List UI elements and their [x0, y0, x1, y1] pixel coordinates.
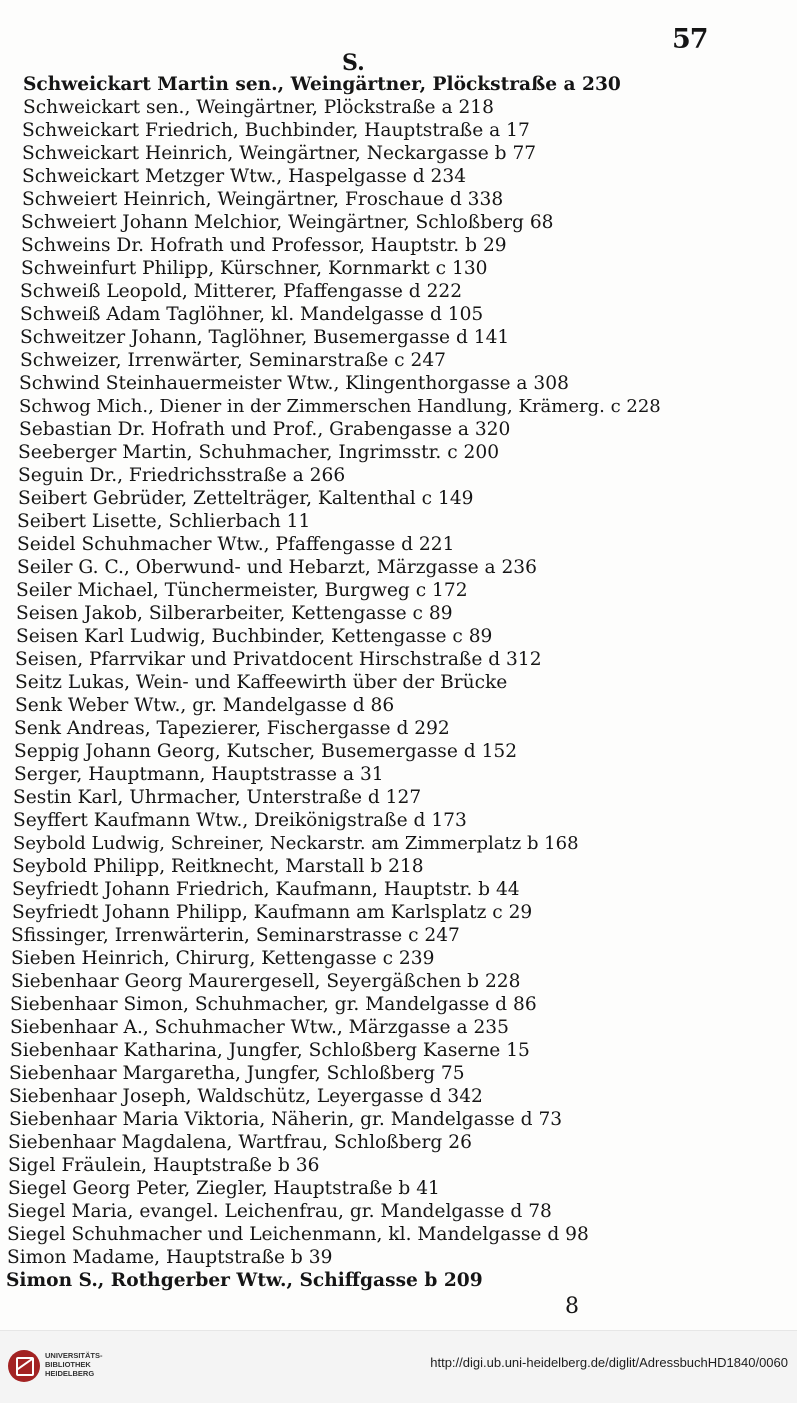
directory-entry: Schweitzer Johann, Taglöhner, Busemergasse d 141: [20, 327, 510, 348]
directory-entry: Seisen, Pfarrvikar und Privatdocent Hirschstraße d 312: [15, 649, 542, 670]
directory-entry: Schweins Dr. Hofrath und Professor, Hauptstr. b 29: [21, 235, 507, 256]
directory-entry: Siebenhaar Georg Maurergesell, Seyergäßchen b 228: [11, 971, 521, 992]
directory-entry: Schweiß Leopold, Mitterer, Pfaffengasse d 222: [20, 281, 463, 302]
logo-line-1: UNIVERSITÄTS-: [45, 1351, 103, 1360]
directory-entry: Schweiß Adam Taglöhner, kl. Mandelgasse d 105: [20, 304, 484, 325]
directory-entry: Seibert Gebrüder, Zettelträger, Kaltenthal c 149: [18, 488, 474, 509]
page-number: 57: [672, 24, 708, 55]
bottom-page-number: 8: [565, 1294, 579, 1319]
directory-entry: Schwog Mich., Diener in der Zimmerschen Handlung, Krämerg. c 228: [19, 396, 661, 417]
directory-entry: Siegel Georg Peter, Ziegler, Hauptstraße b 41: [8, 1178, 440, 1199]
directory-entry: Siebenhaar Katharina, Jungfer, Schloßberg Kaserne 15: [10, 1040, 530, 1061]
directory-entry: Seguin Dr., Friedrichsstraße a 266: [18, 465, 346, 486]
directory-entry: Seeberger Martin, Schuhmacher, Ingrimsstr. c 200: [18, 442, 500, 463]
directory-entry: Schweiert Heinrich, Weingärtner, Froschaue d 338: [22, 189, 504, 210]
directory-entry: Schweickart Metzger Wtw., Haspelgasse d 234: [22, 166, 467, 187]
directory-entry: Siebenhaar Magdalena, Wartfrau, Schloßberg 26: [8, 1132, 472, 1153]
directory-entry: Schwind Steinhauermeister Wtw., Klingenthorgasse a 308: [19, 373, 569, 394]
directory-entry: Sieben Heinrich, Chirurg, Kettengasse c 239: [11, 948, 435, 969]
logo-line-3: HEIDELBERG: [45, 1369, 95, 1378]
directory-entry: Senk Andreas, Tapezierer, Fischergasse d 292: [14, 718, 450, 739]
directory-entry: Seyffert Kaufmann Wtw., Dreikönigstraße d 173: [13, 810, 467, 831]
directory-entry: Siegel Schuhmacher und Leichenmann, kl. Mandelgasse d 98: [7, 1224, 589, 1245]
directory-entry: Seybold Ludwig, Schreiner, Neckarstr. am Zimmerplatz b 168: [13, 833, 579, 854]
library-logo-icon: [8, 1350, 40, 1382]
directory-entry: Schweizer, Irrenwärter, Seminarstraße c 247: [20, 350, 446, 371]
directory-entry: Seyfriedt Johann Friedrich, Kaufmann, Hauptstr. b 44: [12, 879, 520, 900]
directory-entry: Schweinfurt Philipp, Kürschner, Kornmarkt c 130: [21, 258, 488, 279]
directory-entry: Seiler Michael, Tünchermeister, Burgweg c 172: [16, 580, 468, 601]
footer-bar: [0, 1330, 797, 1403]
directory-entry: Seyfriedt Johann Philipp, Kaufmann am Karlsplatz c 29: [12, 902, 533, 923]
directory-entry: Schweickart Heinrich, Weingärtner, Neckargasse b 77: [22, 143, 537, 164]
directory-entry: Sfissinger, Irrenwärterin, Seminarstrasse c 247: [11, 925, 460, 946]
directory-entry: Schweickart sen., Weingärtner, Plöckstraße a 218: [23, 97, 494, 118]
directory-entry: Siebenhaar Joseph, Waldschütz, Leyergasse d 342: [9, 1086, 483, 1107]
directory-entry: Siebenhaar Maria Viktoria, Näherin, gr. Mandelgasse d 73: [9, 1109, 563, 1130]
source-url-link[interactable]: http://digi.ub.uni-heidelberg.de/diglit/AdressbuchHD1840/0060: [430, 1355, 788, 1370]
directory-entry: Seiler G. C., Oberwund- und Hebarzt, Märzgasse a 236: [17, 557, 537, 578]
directory-entry: Seibert Lisette, Schlierbach 11: [17, 511, 311, 532]
directory-entry: Simon S., Rothgerber Wtw., Schiffgasse b 209: [6, 1270, 483, 1291]
directory-entry: Seybold Philipp, Reitknecht, Marstall b 218: [12, 856, 424, 877]
directory-entry: Senk Weber Wtw., gr. Mandelgasse d 86: [15, 695, 395, 716]
directory-entry: Seisen Karl Ludwig, Buchbinder, Kettengasse c 89: [16, 626, 493, 647]
directory-entry: Siegel Maria, evangel. Leichenfrau, gr. Mandelgasse d 78: [7, 1201, 552, 1222]
directory-entry: Siebenhaar Margaretha, Jungfer, Schloßberg 75: [9, 1063, 465, 1084]
directory-entry: Siebenhaar A., Schuhmacher Wtw., Märzgasse a 235: [10, 1017, 509, 1038]
directory-entry: Schweickart Martin sen., Weingärtner, Plöckstraße a 230: [23, 74, 621, 95]
section-letter: S.: [342, 50, 365, 76]
directory-entry: Serger, Hauptmann, Hauptstrasse a 31: [14, 764, 384, 785]
directory-entry: Simon Madame, Hauptstraße b 39: [7, 1247, 333, 1268]
directory-entry: Seppig Johann Georg, Kutscher, Busemergasse d 152: [14, 741, 518, 762]
directory-entry: Sebastian Dr. Hofrath und Prof., Grabengasse a 320: [19, 419, 511, 440]
directory-entry: Sigel Fräulein, Hauptstraße b 36: [8, 1155, 320, 1176]
logo-line-2: BIBLIOTHEK: [45, 1360, 91, 1369]
library-logo-text: [45, 1351, 165, 1378]
directory-entry: Schweickart Friedrich, Buchbinder, Hauptstraße a 17: [22, 120, 530, 141]
directory-entry: Seisen Jakob, Silberarbeiter, Kettengasse c 89: [16, 603, 453, 624]
directory-entry: Seitz Lukas, Wein- und Kaffeewirth über der Brücke: [15, 672, 508, 693]
directory-entry: Siebenhaar Simon, Schuhmacher, gr. Mandelgasse d 86: [10, 994, 537, 1015]
directory-entry: Seidel Schuhmacher Wtw., Pfaffengasse d 221: [17, 534, 455, 555]
directory-entry: Sestin Karl, Uhrmacher, Unterstraße d 127: [13, 787, 422, 808]
directory-entry: Schweiert Johann Melchior, Weingärtner, Schloßberg 68: [21, 212, 554, 233]
